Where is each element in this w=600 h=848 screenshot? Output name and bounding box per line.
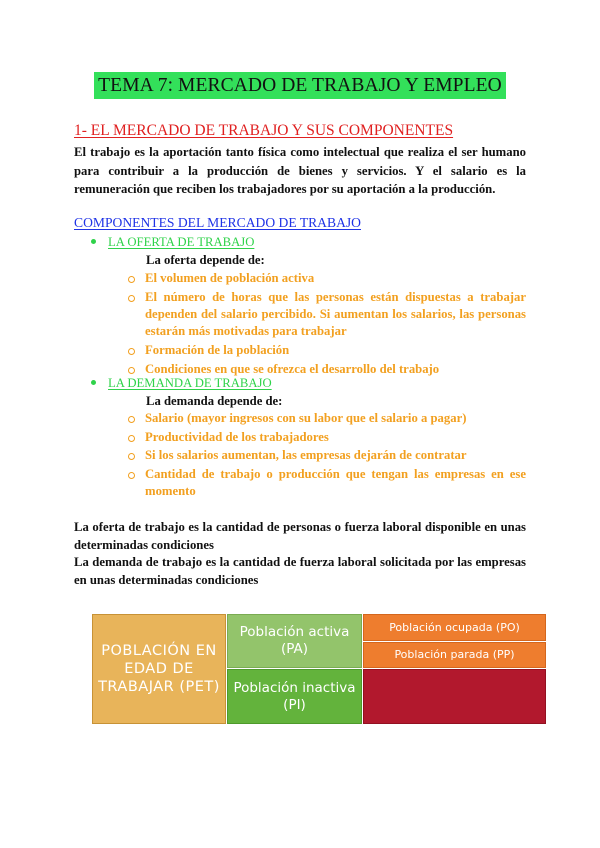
circle-bullet-icon <box>128 348 135 355</box>
list-item-text: El volumen de población activa <box>145 271 315 285</box>
section2-heading: COMPONENTES DEL MERCADO DE TRABAJO <box>74 215 361 230</box>
oferta-lead: La oferta depende de: <box>146 253 265 267</box>
pi-box: Población inactiva (PI) <box>227 669 362 724</box>
demanda-definition: La demanda de trabajo es la cantidad de fuerza laboral solicitada por las empresas en unas determinadas condiciones <box>74 555 526 587</box>
circle-bullet-icon <box>128 295 135 302</box>
circle-bullet-icon <box>128 472 135 479</box>
list-item <box>128 466 526 500</box>
circle-bullet-icon <box>128 416 135 423</box>
oferta-label: LA OFERTA DE TRABAJO <box>108 235 255 249</box>
list-item-text: Formación de la población <box>145 342 290 357</box>
pet-box: POBLACIÓN EN EDAD DE TRABAJAR (PET) <box>92 614 226 724</box>
oferta-bullet <box>91 235 254 250</box>
title-wrapper <box>0 72 600 99</box>
list-item <box>128 342 526 359</box>
circle-bullet-icon <box>128 435 135 442</box>
section1-paragraph: El trabajo es la aportación tanto física como intelectual que realiza el ser humano para contribuir a la producción de bienes y servicios. Y el salario es la remuneración que reciben los trabajadores por su aportación a la producción. <box>74 145 526 197</box>
empty-cell <box>363 669 546 724</box>
page-title: TEMA 7: MERCADO DE TRABAJO Y EMPLEO <box>94 72 506 99</box>
circle-bullet-icon <box>128 276 135 283</box>
list-item <box>128 270 526 287</box>
list-item <box>128 447 526 464</box>
list-item-text: Salario (mayor ingresos con su labor que el salario a pagar) <box>145 411 467 425</box>
pa-box: Población activa (PA) <box>227 614 362 668</box>
list-item <box>128 289 526 341</box>
oferta-definition: La oferta de trabajo es la cantidad de personas o fuerza laboral disponible en unas determinadas condiciones <box>74 520 526 552</box>
bullet-dot-icon <box>91 380 96 385</box>
list-item-text: Productividad de los trabajadores <box>145 429 329 444</box>
list-item <box>128 410 526 427</box>
demanda-bullet <box>91 376 272 391</box>
circle-bullet-icon <box>128 367 135 374</box>
oferta-list <box>128 270 526 379</box>
list-item <box>128 429 526 446</box>
section1-heading: 1- EL MERCADO DE TRABAJO Y SUS COMPONENTES <box>74 122 454 139</box>
demanda-lead: La demanda depende de: <box>146 394 283 408</box>
bullet-dot-icon <box>91 239 96 244</box>
po-box: Población ocupada (PO) <box>363 614 546 641</box>
list-item-text: El número de horas que las personas están dispuestas a trabajar dependen del salario percibido. Si aumentan los salarios, las personas estarán más motivadas para trabajar <box>145 289 526 339</box>
pp-box: Población parada (PP) <box>363 642 546 668</box>
list-item-text: Cantidad de trabajo o producción que tengan las empresas en ese momento <box>145 467 526 499</box>
demanda-label: LA DEMANDA DE TRABAJO <box>108 376 272 390</box>
demanda-list <box>128 410 526 502</box>
list-item-text: Si los salarios aumentan, las empresas dejarán de contratar <box>145 448 467 463</box>
population-diagram <box>92 614 546 724</box>
list-item-text: Condiciones en que se ofrezca el desarrollo del trabajo <box>145 361 440 376</box>
circle-bullet-icon <box>128 453 135 460</box>
